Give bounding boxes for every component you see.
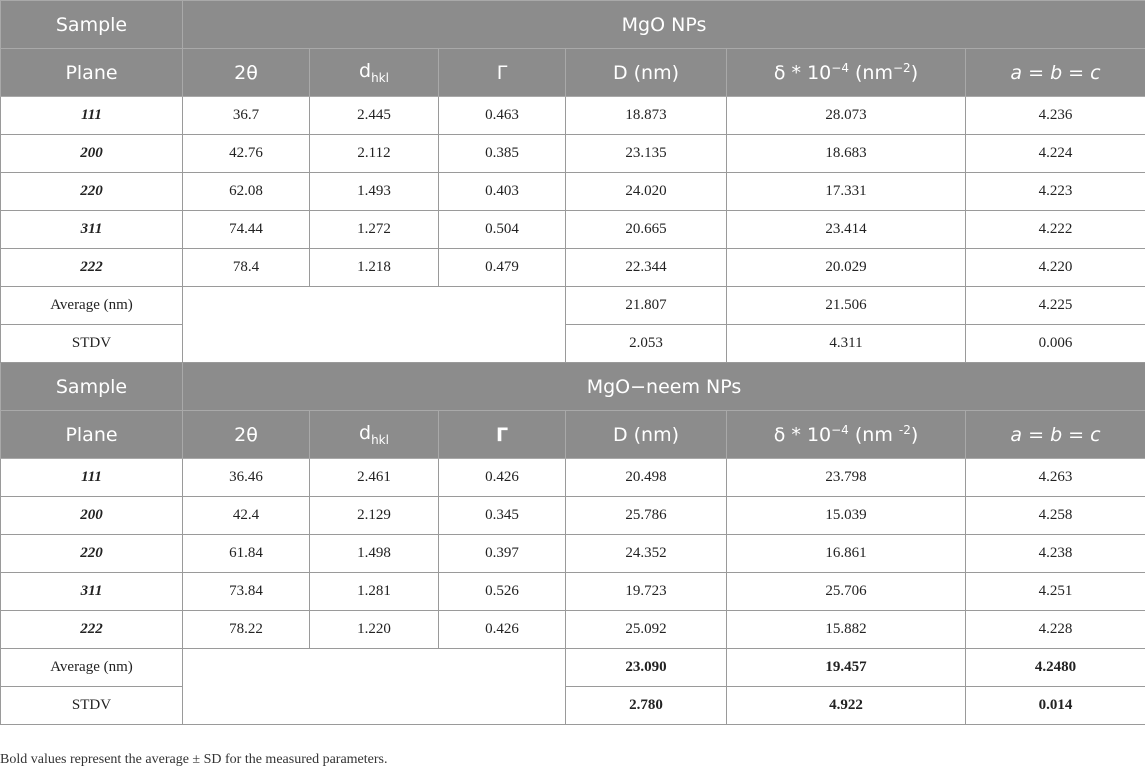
dislocation-density-cell: 25.706 <box>727 573 966 611</box>
plane-cell: 222 <box>1 611 183 649</box>
col-dhkl: $d_{hkl}$ <box>310 411 439 459</box>
table-row <box>1 535 1145 573</box>
col-lattice-constant: a = b = c <box>966 49 1145 97</box>
column-header-row <box>1 411 1145 459</box>
table-row <box>1 573 1145 611</box>
dhkl-cell: 1.218 <box>310 249 439 287</box>
average-D-cell: 23.090 <box>566 649 727 687</box>
plane-cell: 220 <box>1 173 183 211</box>
lattice-constant-cell: 4.263 <box>966 459 1145 497</box>
stdv-row <box>1 325 1145 363</box>
crystallite-size-cell: 25.786 <box>566 497 727 535</box>
two-theta-cell: 78.22 <box>183 611 310 649</box>
plane-cell: 222 <box>1 249 183 287</box>
stdv-delta-cell: 4.922 <box>727 687 966 725</box>
stdv-label: STDV <box>1 687 183 725</box>
crystallite-size-cell: 25.092 <box>566 611 727 649</box>
stdv-D-cell: 2.053 <box>566 325 727 363</box>
crystallite-size-cell: 20.498 <box>566 459 727 497</box>
plane-cell: 200 <box>1 497 183 535</box>
lattice-constant-cell: 4.251 <box>966 573 1145 611</box>
col-dhkl: $d_{hkl}$ <box>310 49 439 97</box>
table-row <box>1 497 1145 535</box>
average-delta-cell: 19.457 <box>727 649 966 687</box>
average-abc-cell: 4.2480 <box>966 649 1145 687</box>
gamma-cell: 0.385 <box>439 135 566 173</box>
two-theta-cell: 78.4 <box>183 249 310 287</box>
gamma-cell: 0.403 <box>439 173 566 211</box>
dhkl-cell: 1.493 <box>310 173 439 211</box>
lattice-constant-cell: 4.220 <box>966 249 1145 287</box>
average-label: Average (nm) <box>1 649 183 687</box>
stdv-row <box>1 687 1145 725</box>
dhkl-cell: 1.220 <box>310 611 439 649</box>
crystallite-size-cell: 19.723 <box>566 573 727 611</box>
col-plane: Plane <box>1 49 183 97</box>
plane-cell: 111 <box>1 97 183 135</box>
dislocation-density-cell: 15.882 <box>727 611 966 649</box>
lattice-constant-cell: 4.228 <box>966 611 1145 649</box>
dhkl-cell: 2.461 <box>310 459 439 497</box>
dislocation-density-cell: 28.073 <box>727 97 966 135</box>
empty-cell <box>183 649 566 725</box>
dislocation-density-cell: 23.414 <box>727 211 966 249</box>
average-label: Average (nm) <box>1 287 183 325</box>
gamma-cell: 0.397 <box>439 535 566 573</box>
dislocation-density-cell: 23.798 <box>727 459 966 497</box>
dislocation-density-cell: 16.861 <box>727 535 966 573</box>
col-2theta: 2θ <box>183 49 310 97</box>
dhkl-cell: 2.129 <box>310 497 439 535</box>
sample-header-row <box>1 1 1145 49</box>
table-row <box>1 249 1145 287</box>
average-row <box>1 649 1145 687</box>
dhkl-cell: 1.498 <box>310 535 439 573</box>
lattice-constant-cell: 4.223 <box>966 173 1145 211</box>
two-theta-cell: 36.7 <box>183 97 310 135</box>
gamma-cell: 0.345 <box>439 497 566 535</box>
col-plane: Plane <box>1 411 183 459</box>
crystallite-size-cell: 24.020 <box>566 173 727 211</box>
column-header-row <box>1 49 1145 97</box>
average-delta-cell: 21.506 <box>727 287 966 325</box>
stdv-abc-cell: 0.014 <box>966 687 1145 725</box>
stdv-abc-cell: 0.006 <box>966 325 1145 363</box>
dislocation-density-cell: 20.029 <box>727 249 966 287</box>
col-2theta: 2θ <box>183 411 310 459</box>
dhkl-cell: 2.445 <box>310 97 439 135</box>
two-theta-cell: 62.08 <box>183 173 310 211</box>
col-crystallite-size: D (nm) <box>566 49 727 97</box>
two-theta-cell: 42.76 <box>183 135 310 173</box>
dhkl-cell: 2.112 <box>310 135 439 173</box>
two-theta-cell: 36.46 <box>183 459 310 497</box>
crystallite-size-cell: 24.352 <box>566 535 727 573</box>
lattice-constant-cell: 4.236 <box>966 97 1145 135</box>
lattice-constant-cell: 4.222 <box>966 211 1145 249</box>
stdv-label: STDV <box>1 325 183 363</box>
col-dislocation-density: δ * $10^{-4}$ $(nm^{-2})$ <box>727 49 966 97</box>
gamma-cell: 0.426 <box>439 611 566 649</box>
stdv-D-cell: 2.780 <box>566 687 727 725</box>
table-row <box>1 97 1145 135</box>
stdv-delta-cell: 4.311 <box>727 325 966 363</box>
col-gamma: Γ <box>439 411 566 459</box>
sample-header-row <box>1 363 1145 411</box>
gamma-cell: 0.504 <box>439 211 566 249</box>
gamma-cell: 0.479 <box>439 249 566 287</box>
two-theta-cell: 74.44 <box>183 211 310 249</box>
col-lattice-constant: a = b = c <box>966 411 1145 459</box>
table-row <box>1 173 1145 211</box>
crystallite-size-cell: 22.344 <box>566 249 727 287</box>
crystallite-size-cell: 18.873 <box>566 97 727 135</box>
col-dislocation-density: δ * $10^{-4}$ (nm $^{-2}$) <box>727 411 966 459</box>
average-row <box>1 287 1145 325</box>
average-D-cell: 21.807 <box>566 287 727 325</box>
dislocation-density-cell: 17.331 <box>727 173 966 211</box>
gamma-cell: 0.463 <box>439 97 566 135</box>
plane-cell: 311 <box>1 573 183 611</box>
plane-cell: 311 <box>1 211 183 249</box>
crystallite-size-cell: 23.135 <box>566 135 727 173</box>
dhkl-cell: 1.272 <box>310 211 439 249</box>
sample-name: MgO NPs <box>183 1 1145 49</box>
table-row <box>1 459 1145 497</box>
gamma-cell: 0.526 <box>439 573 566 611</box>
gamma-cell: 0.426 <box>439 459 566 497</box>
sample-label: Sample <box>1 1 183 49</box>
lattice-constant-cell: 4.238 <box>966 535 1145 573</box>
lattice-constant-cell: 4.258 <box>966 497 1145 535</box>
dislocation-density-cell: 15.039 <box>727 497 966 535</box>
col-crystallite-size: D (nm) <box>566 411 727 459</box>
table-row <box>1 211 1145 249</box>
sample-label: Sample <box>1 363 183 411</box>
empty-cell <box>183 287 566 363</box>
average-abc-cell: 4.225 <box>966 287 1145 325</box>
plane-cell: 220 <box>1 535 183 573</box>
plane-cell: 200 <box>1 135 183 173</box>
dislocation-density-cell: 18.683 <box>727 135 966 173</box>
two-theta-cell: 42.4 <box>183 497 310 535</box>
crystallite-size-cell: 20.665 <box>566 211 727 249</box>
sample-name: MgO−neem NPs <box>183 363 1145 411</box>
dhkl-cell: 1.281 <box>310 573 439 611</box>
lattice-constant-cell: 4.224 <box>966 135 1145 173</box>
table-row <box>1 611 1145 649</box>
plane-cell: 111 <box>1 459 183 497</box>
two-theta-cell: 73.84 <box>183 573 310 611</box>
table-row <box>1 135 1145 173</box>
table-footnote: Bold values represent the average ± SD for the measured parameters. <box>0 752 388 767</box>
two-theta-cell: 61.84 <box>183 535 310 573</box>
col-gamma: Γ <box>439 49 566 97</box>
